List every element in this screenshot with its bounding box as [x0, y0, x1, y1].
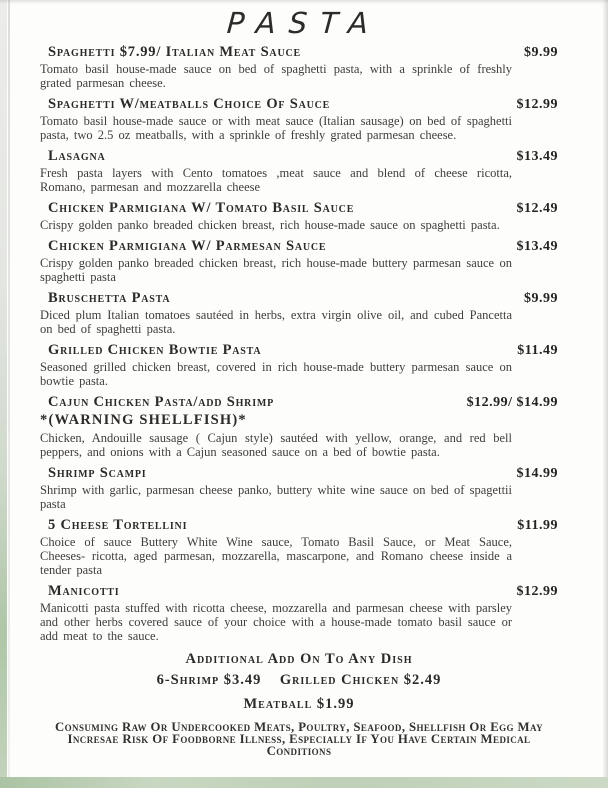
menu-item-header: [40, 238, 558, 255]
menu-item: [40, 342, 558, 388]
item-price: $13.49: [516, 239, 558, 254]
item-price: $12.99: [516, 97, 558, 112]
item-name: Chicken Parmigiana W/ Parmesan Sauce: [48, 238, 327, 254]
item-description: Choice of sauce Buttery White Wine sauce, Tomato Basil Sauce, or Meat Sauce, Cheeses- ricotta, aged parmesan, mozzarella, mascarpone, and Romano cheese inside a tender pasta: [40, 535, 512, 577]
menu-item-header: [40, 200, 558, 217]
menu-item-header: [40, 342, 558, 359]
menu-item-header: [40, 44, 558, 61]
menu-item-header: [40, 96, 558, 113]
item-name: Lasagna: [48, 148, 106, 164]
item-description: Manicotti pasta stuffed with ricotta cheese, mozzarella and parmesan cheese with parsley and other herbs covered sauce of your choice with a house-made tomato basil sauce or add meat to the sauce.: [40, 601, 512, 643]
menu-item: [40, 290, 558, 336]
page-edge-bottom-shading: [0, 777, 608, 788]
item-name: Spaghetti W/meatballs Choice Of Sauce: [48, 96, 331, 112]
item-description: Tomato basil house-made sauce or with meat sauce (Italian sausage) on bed of spaghetti pasta, two 2.5 oz meatballs, with a sprinkle of freshly grated parmesan cheese.: [40, 114, 512, 142]
menu-item-header: [40, 148, 558, 165]
item-name: 5 Cheese Tortellini: [48, 517, 188, 533]
item-price: $9.99: [524, 291, 558, 306]
addons-section: [40, 651, 558, 713]
item-price: $12.99: [516, 584, 558, 599]
item-description: Seasoned grilled chicken breast, covered in rich house-made buttery parmesan sauce on bowtie pasta.: [40, 360, 512, 388]
menu-item-header: [40, 394, 558, 411]
item-price: $12.99/ $14.99: [466, 395, 558, 410]
menu-item-header: [40, 290, 558, 307]
item-price: $11.49: [517, 343, 558, 358]
page-edge-top-shading: [0, 0, 608, 4]
item-description: Chicken, Andouille sausage ( Cajun style) sautéed with yellow, orange, and red bell peppers, and onions with a Cajun seasoned sauce on a bed of bowtie pasta.: [40, 431, 512, 459]
item-name: Grilled Chicken Bowtie Pasta: [48, 342, 262, 358]
addons-heading: Additional Add On To Any Dish: [185, 651, 413, 667]
menu-item: [40, 465, 558, 511]
item-warning: *(WARNING SHELLFISH)*: [40, 412, 247, 428]
menu-item: [40, 583, 558, 643]
item-name: Manicotti: [48, 583, 120, 599]
item-price: $9.99: [524, 45, 558, 60]
item-name: Shrimp Scampi: [48, 465, 147, 481]
item-price: $13.49: [516, 149, 558, 164]
menu-item: [40, 238, 558, 284]
menu-item: [40, 96, 558, 142]
item-name: Spaghetti $7.99/ Italian Meat Sauce: [48, 44, 301, 60]
addons-shrimp-chicken: 6-Shrimp $3.49 Grilled Chicken $2.49: [156, 672, 442, 688]
menu-item: [40, 394, 558, 459]
item-description: Fresh pasta layers with Cento tomatoes ,meat sauce and blend of cheese ricotta, Romano, parmesan and mozzarella cheese: [40, 166, 512, 194]
menu-item: [40, 200, 558, 232]
menu-item-header: [40, 583, 558, 600]
menu-item-header: [40, 465, 558, 482]
item-description: Tomato basil house-made sauce on bed of spaghetti pasta, with a sprinkle of freshly grated parmesan cheese.: [40, 62, 512, 90]
food-safety-disclaimer: Consuming Raw Or Undercooked Meats, Poultry, Seafood, Shellfish Or Egg May Incresae Risk Of Foodborne Illness, Especially If You Have Certain Medical Conditions: [55, 720, 543, 758]
page-edge-left-shading: [0, 0, 7, 788]
menu-item: [40, 148, 558, 194]
page-edge-left-line: [8, 0, 10, 788]
addons-meatball: Meatball $1.99: [243, 696, 355, 712]
menu-item-header: [40, 517, 558, 534]
item-name: Bruschetta Pasta: [48, 290, 171, 306]
menu-item: [40, 517, 558, 577]
item-description: Crispy golden panko breaded chicken breast, rich house-made sauce on spaghetti pasta.: [40, 218, 500, 232]
menu-section-title: PASTA: [225, 6, 383, 40]
menu-items: [40, 44, 558, 643]
item-description: Crispy golden panko breaded chicken breast, rich house-made buttery parmesan sauce on spaghetti pasta: [40, 256, 512, 284]
menu-item: [40, 44, 558, 90]
page-edge-right-shading: [602, 0, 608, 788]
item-price: $14.99: [516, 466, 558, 481]
item-name: Chicken Parmigiana W/ Tomato Basil Sauce: [48, 200, 355, 216]
item-description: Shrimp with garlic, parmesan cheese panko, buttery white wine sauce on bed of spagettii pasta: [40, 483, 512, 511]
item-price: $12.49: [516, 201, 558, 216]
item-name: Cajun Chicken Pasta/add Shrimp: [48, 394, 275, 410]
item-price: $11.99: [517, 518, 558, 533]
item-description: Diced plum Italian tomatoes sautéed in herbs, extra virgin olive oil, and cubed Pancetta on bed of spaghetti pasta.: [40, 308, 512, 336]
